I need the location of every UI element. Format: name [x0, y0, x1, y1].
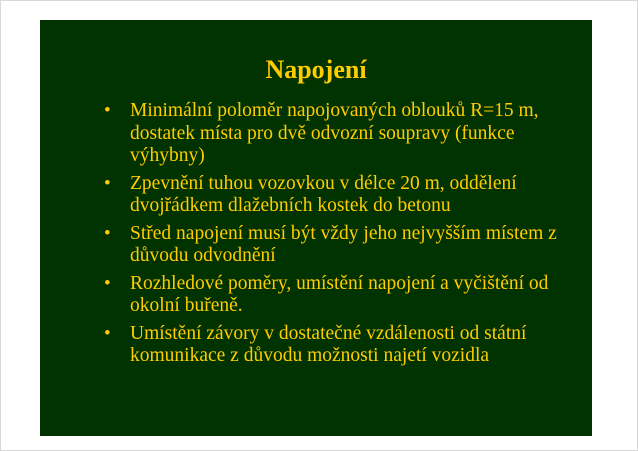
slide	[40, 20, 592, 436]
bullet-text: Rozhledové poměry, umístění napojení a vyčištění od okolní buřeně.	[130, 272, 549, 316]
bullet-item	[104, 323, 574, 368]
bullet-list	[104, 100, 574, 373]
bullet-text: Minimální poloměr napojovaných oblouků R=15 m, dostatek místa pro dvě odvozní soupravy (funkce výhybny)	[130, 100, 539, 166]
bullet-icon: •	[104, 322, 111, 344]
bullet-text: Střed napojení musí být vždy jeho nejvyšším místem z důvodu odvodnění	[130, 222, 557, 266]
bullet-item	[104, 100, 574, 168]
bullet-text: Umístění závory v dostatečné vzdálenosti od státní komunikace z důvodu možnosti najetí vozidla	[130, 322, 527, 366]
bullet-icon: •	[104, 100, 111, 121]
bullet-icon: •	[104, 222, 111, 244]
bullet-item	[104, 223, 574, 268]
bullet-item	[104, 273, 574, 318]
bullet-icon: •	[104, 272, 111, 294]
bullet-text: Zpevnění tuhou vozovkou v délce 20 m, oddělení dvojřádkem dlažebních kostek do betonu	[130, 172, 517, 216]
bullet-item	[104, 173, 574, 218]
bullet-icon: •	[104, 172, 111, 194]
slide-title: Napojení	[265, 55, 367, 84]
